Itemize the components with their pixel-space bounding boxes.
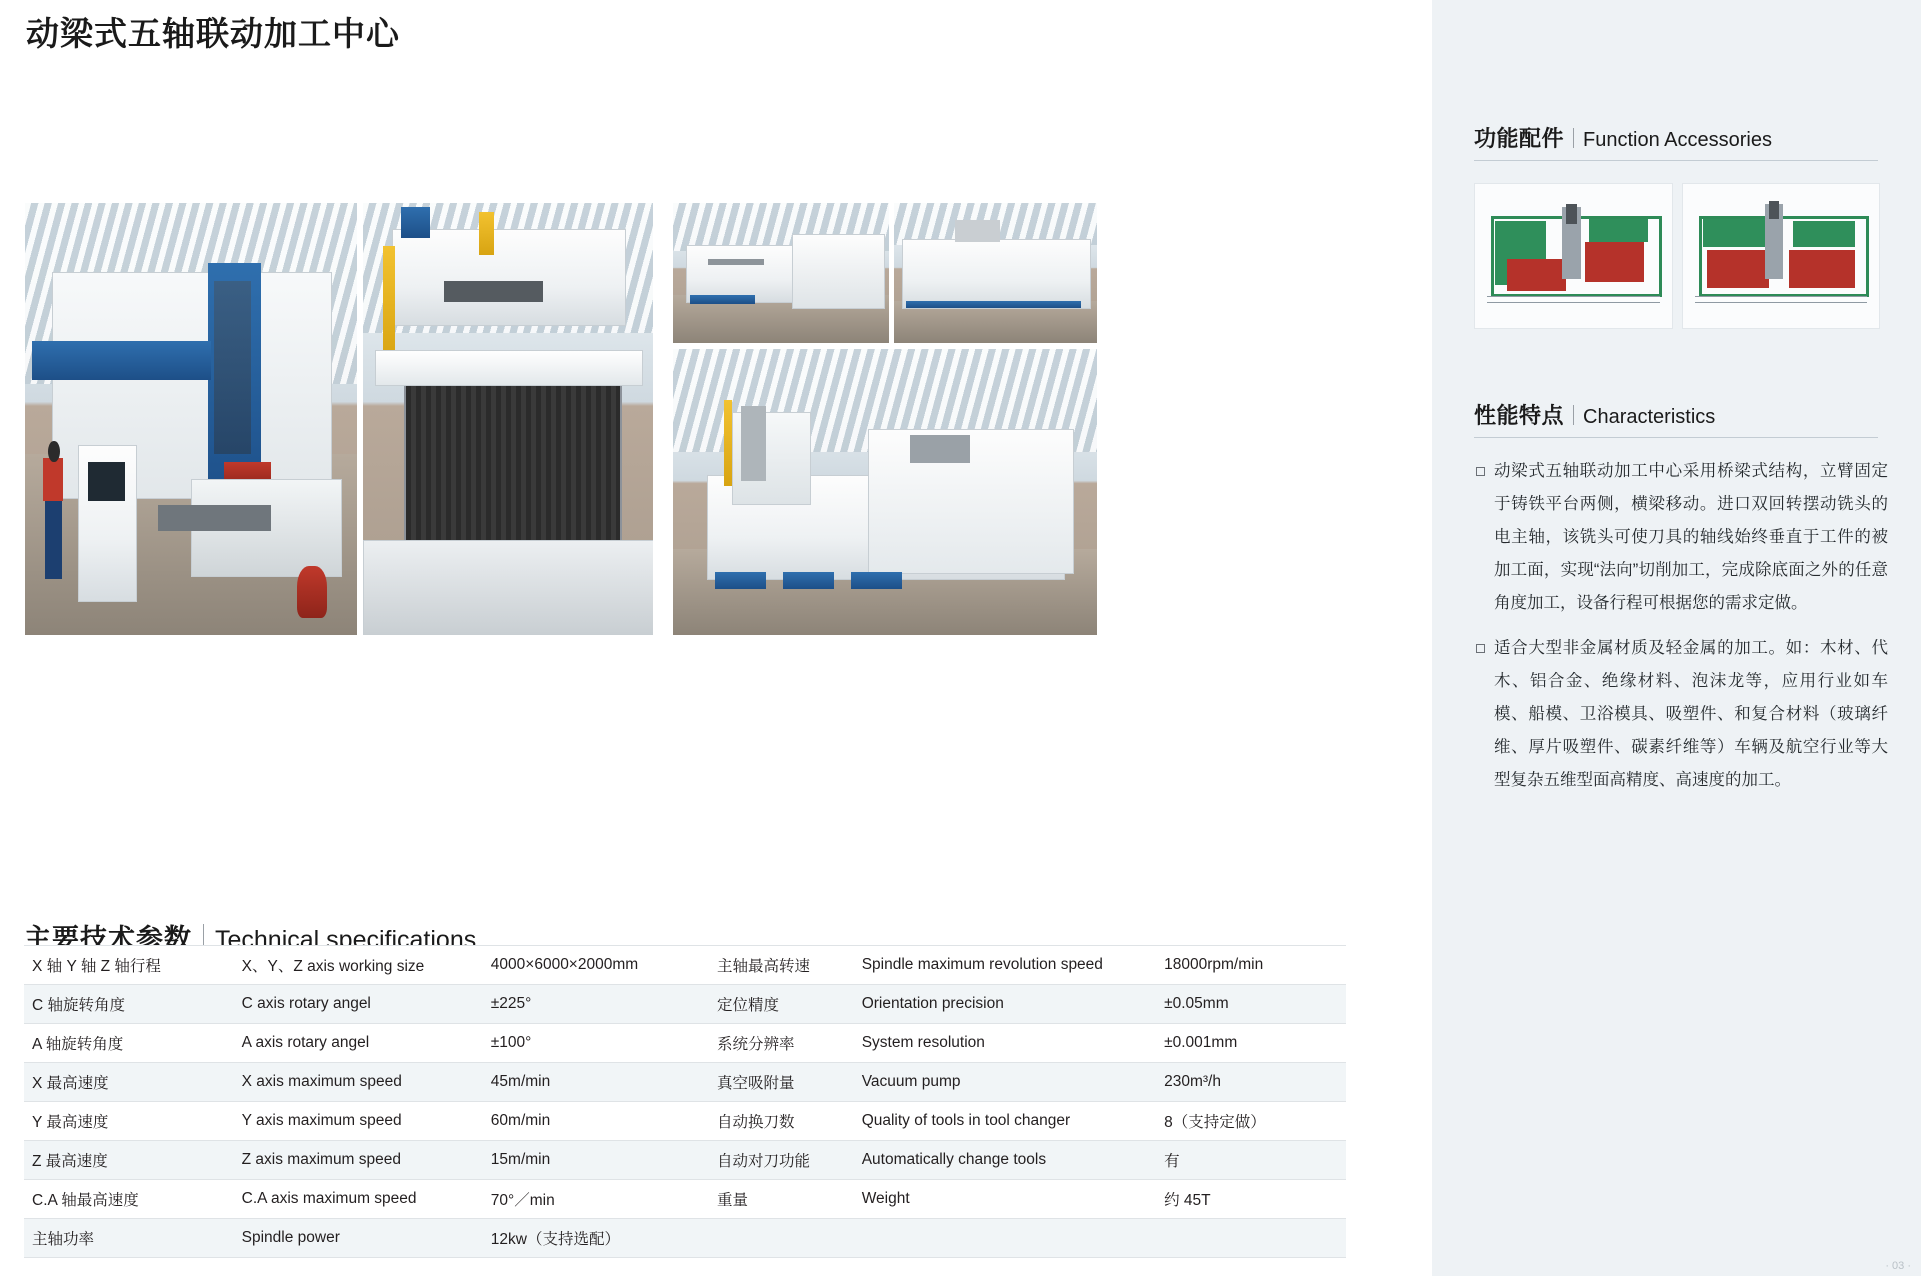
spec-cell: 4000×6000×2000mm — [483, 946, 709, 985]
spec-cell: 15m/min — [483, 1141, 709, 1180]
table-row — [24, 1024, 1346, 1063]
spec-cell: 真空吸附量 — [709, 1063, 854, 1102]
photo-machine-frame-workshop — [673, 203, 889, 343]
technical-specifications-table — [24, 945, 1346, 1258]
spec-cell: 有 — [1156, 1141, 1346, 1180]
right-sidebar — [1432, 0, 1921, 1276]
photo-machine-enclosure — [894, 203, 1097, 343]
accessories-heading-cn: 功能配件 — [1474, 126, 1565, 151]
section-divider — [1474, 437, 1878, 438]
spec-cell: 主轴最高转速 — [709, 946, 854, 985]
table-row — [24, 1219, 1346, 1258]
spec-cell: 230m³/h — [1156, 1063, 1346, 1102]
characteristic-text: 动梁式五轴联动加工中心采用桥梁式结构，立臂固定于铸铁平台两侧，横梁移动。进口双回转摆动铣头的电主轴，该铣头可使刀具的轴线始终垂直于工件的被加工面，实现“法向”切削加工，完成除底面之外的任意角度加工，设备行程可根据您的需求定做。 — [1494, 462, 1888, 612]
spec-cell — [854, 1219, 1156, 1258]
spec-cell — [1156, 1219, 1346, 1258]
characteristics-heading — [1474, 399, 1715, 430]
function-accessories-heading — [1474, 122, 1772, 153]
spec-cell: Automatically change tools — [854, 1141, 1156, 1180]
specs-heading-en: Technical specifications — [215, 926, 477, 954]
spec-cell: X 最高速度 — [24, 1063, 234, 1102]
photo-full-machine-enclosure-wide — [673, 349, 1097, 635]
spec-cell: ±100° — [483, 1024, 709, 1063]
spec-cell: 自动换刀数 — [709, 1102, 854, 1141]
table-row — [24, 1063, 1346, 1102]
table-row — [24, 985, 1346, 1024]
spec-cell: 系统分辨率 — [709, 1024, 854, 1063]
spec-cell: C.A axis maximum speed — [234, 1180, 483, 1219]
table-row — [24, 1180, 1346, 1219]
spec-cell: C 轴旋转角度 — [24, 985, 234, 1024]
spec-cell: Spindle maximum revolution speed — [854, 946, 1156, 985]
spec-cell: 18000rpm/min — [1156, 946, 1346, 985]
spec-cell: Weight — [854, 1180, 1156, 1219]
spec-cell: A axis rotary angel — [234, 1024, 483, 1063]
page-title: 动梁式五轴联动加工中心 — [26, 15, 400, 52]
spec-cell: 主轴功率 — [24, 1219, 234, 1258]
heading-divider — [1573, 128, 1574, 148]
photo-gantry-machine-operator — [25, 203, 357, 635]
photo-gantry-worktable — [363, 203, 653, 635]
square-bullet-icon — [1476, 644, 1485, 653]
spec-cell: Orientation precision — [854, 985, 1156, 1024]
spec-cell: X、Y、Z axis working size — [234, 946, 483, 985]
table-row — [24, 1141, 1346, 1180]
spec-cell: Spindle power — [234, 1219, 483, 1258]
characteristics-list — [1476, 455, 1888, 809]
spec-cell: Z 最高速度 — [24, 1141, 234, 1180]
section-divider — [1474, 160, 1878, 161]
characteristics-heading-en: Characteristics — [1583, 406, 1716, 428]
photo-gallery — [25, 203, 1097, 635]
page-number: · 03 · — [1885, 1260, 1911, 1272]
spec-cell: 重量 — [709, 1180, 854, 1219]
spec-cell: 60m/min — [483, 1102, 709, 1141]
spec-cell: ±0.05mm — [1156, 985, 1346, 1024]
spec-cell: A 轴旋转角度 — [24, 1024, 234, 1063]
spec-cell: C.A 轴最高速度 — [24, 1180, 234, 1219]
spec-cell: ±0.001mm — [1156, 1024, 1346, 1063]
spec-cell: Quality of tools in tool changer — [854, 1102, 1156, 1141]
spec-cell: X 轴 Y 轴 Z 轴行程 — [24, 946, 234, 985]
spec-cell: Vacuum pump — [854, 1063, 1156, 1102]
spec-cell: X axis maximum speed — [234, 1063, 483, 1102]
spec-cell: Z axis maximum speed — [234, 1141, 483, 1180]
heading-divider — [1573, 405, 1574, 425]
specs-heading-cn: 主要技术参数 — [24, 924, 192, 954]
spec-cell: 70°／min — [483, 1180, 709, 1219]
spec-cell: Y axis maximum speed — [234, 1102, 483, 1141]
list-item — [1476, 455, 1888, 620]
list-item — [1476, 632, 1888, 797]
spec-cell: ±225° — [483, 985, 709, 1024]
spec-cell: 自动对刀功能 — [709, 1141, 854, 1180]
spec-cell: 12kw（支持选配） — [483, 1219, 709, 1258]
table-row — [24, 1102, 1346, 1141]
spec-cell: C axis rotary angel — [234, 985, 483, 1024]
render-machine-enclosure-left — [1474, 183, 1673, 329]
table-row — [24, 946, 1346, 985]
spec-cell — [709, 1219, 854, 1258]
render-machine-enclosure-right — [1682, 183, 1880, 329]
characteristics-heading-cn: 性能特点 — [1474, 403, 1565, 428]
spec-cell: 定位精度 — [709, 985, 854, 1024]
spec-cell: 8（支持定做） — [1156, 1102, 1346, 1141]
spec-cell: 45m/min — [483, 1063, 709, 1102]
accessories-heading-en: Function Accessories — [1583, 129, 1772, 151]
spec-cell: System resolution — [854, 1024, 1156, 1063]
characteristic-text: 适合大型非金属材质及轻金属的加工。如：木材、代木、铝合金、绝缘材料、泡沫龙等，应用行业如车模、船模、卫浴模具、吸塑件、和复合材料（玻璃纤维、厚片吸塑件、碳素纤维等）车辆及航空行业等大型复杂五维型面高精度、高速度的加工。 — [1494, 639, 1888, 789]
spec-cell: Y 最高速度 — [24, 1102, 234, 1141]
spec-cell: 约 45T — [1156, 1180, 1346, 1219]
square-bullet-icon — [1476, 467, 1485, 476]
